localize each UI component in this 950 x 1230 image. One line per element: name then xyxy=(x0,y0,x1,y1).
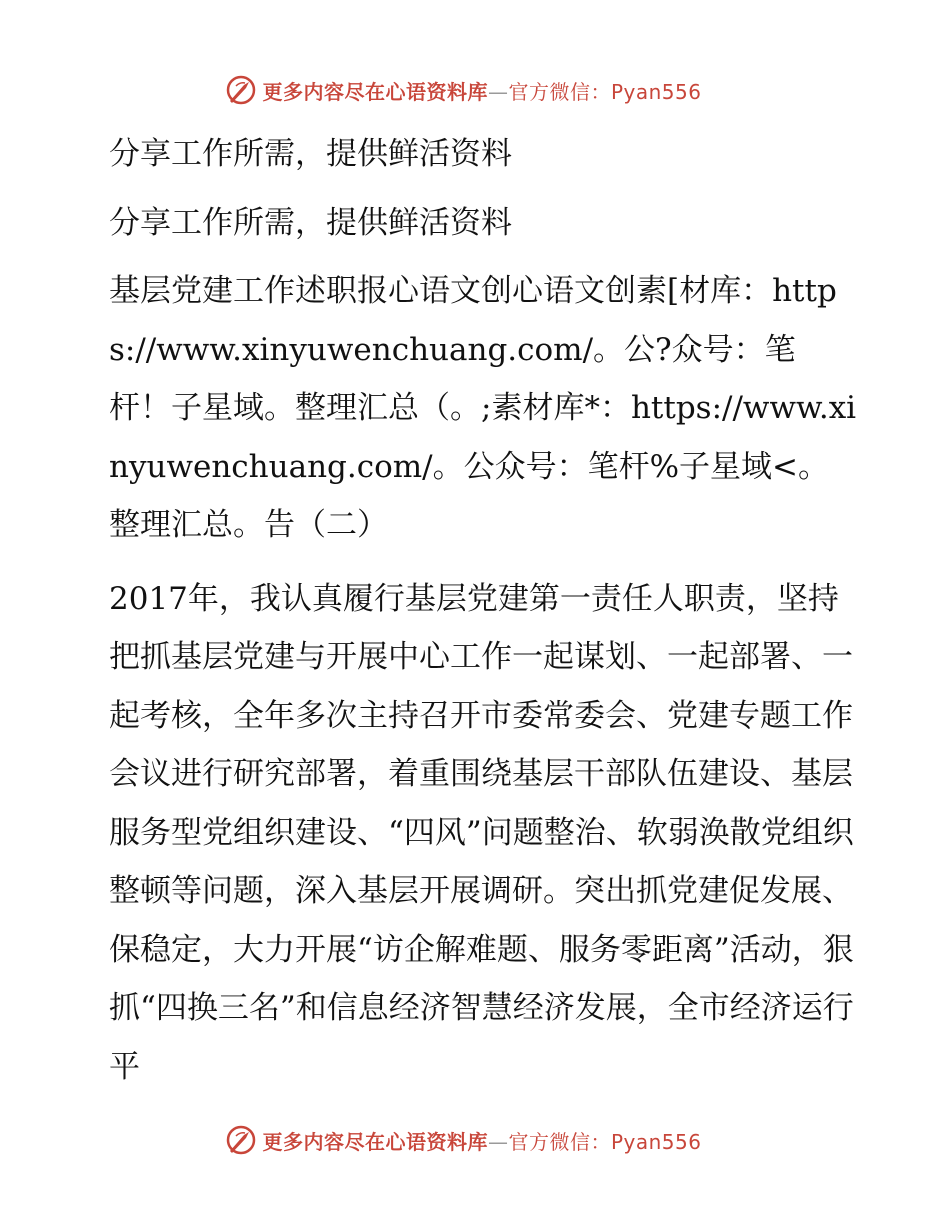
pen-nib-logo-icon xyxy=(224,73,258,107)
document-heading-1: 分享工作所需，提供鲜活资料 xyxy=(109,136,512,172)
watermark-main-text: 更多内容尽在心语资料库 xyxy=(262,79,488,104)
document-paragraph-1: 基层党建工作述职报心语文创心语文创素[材库：https://www.xinyuwenchuang.com/。公?众号：笔杆！子星域。整理汇总（。;素材库*：https://www.xinyuwenchuang.com/。公众号：笔杆%子星域<。整理汇总。告（二） xyxy=(109,273,857,543)
pen-nib-logo-icon xyxy=(224,1123,258,1157)
watermark-main-text: 更多内容尽在心语资料库 xyxy=(262,1129,488,1154)
watermark-text xyxy=(262,76,701,105)
document-heading-2: 分享工作所需，提供鲜活资料 xyxy=(109,204,512,241)
watermark-dash: — xyxy=(487,79,509,104)
watermark-dash: — xyxy=(487,1129,509,1154)
watermark-banner-top xyxy=(0,70,950,110)
watermark-account-text: 官方微信：Pyan556 xyxy=(508,1129,702,1154)
watermark-account-text: 官方微信：Pyan556 xyxy=(508,79,702,104)
document-body xyxy=(97,125,857,1096)
watermark-text xyxy=(262,1126,701,1155)
watermark-banner-bottom xyxy=(0,1120,950,1160)
document-paragraph-2: 2017年，我认真履行基层党建第一责任人职责，坚持把抓基层党建与开展中心工作一起谋划、一起部署、一起考核，全年多次主持召开市委常委会、党建专题工作会议进行研究部署，着重围绕基层干部队伍建设、基层服务型党组织建设、“四风”问题整治、软弱涣散党组织整顿等问题，深入基层开展调研。突出抓党建促发展、保稳定，大力开展“访企解难题、服务零距离”活动，狠抓“四换三名”和信息经济智慧经济发展，全市经济运行平 xyxy=(109,580,854,1085)
